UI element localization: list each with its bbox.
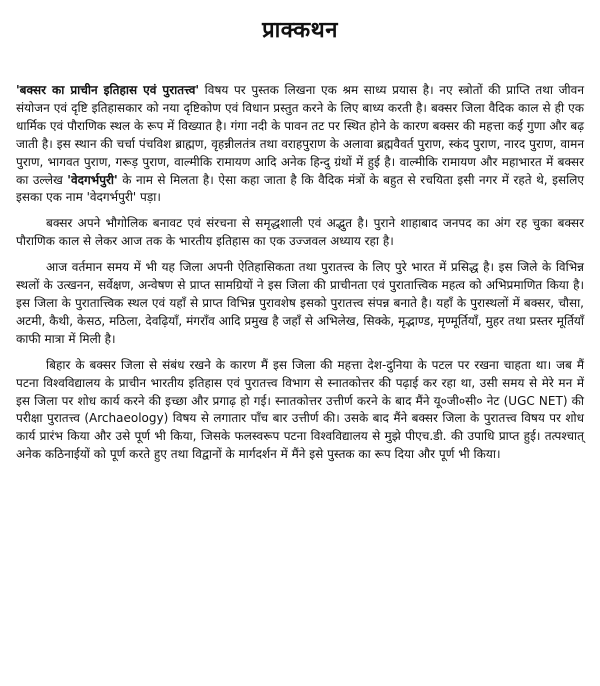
vedagarbhapuri-bold: 'वेदगर्भपुरी' <box>67 172 118 187</box>
book-title-bold: 'बक्सर का प्राचीन इतिहास एवं पुरातत्त्व' <box>16 83 200 97</box>
paragraph-2: बक्सर अपने भौगोलिक बनावट एवं संरचना से समृद्धशाली एवं अद्भुत है। पुराने शाहाबाद जनपद का अंग रह चुका बक्सर पौराणिक काल से लेकर आज तक के भारतीय इतिहास का एक उज्जवल अध्याय रहा है। <box>16 216 584 249</box>
page-title: प्राक्कथन <box>262 18 338 43</box>
paragraph-3: आज वर्तमान समय में भी यह जिला अपनी ऐतिहासिकता तथा पुरातत्त्व के लिए पुरे भारत में प्रसिद्ध है। इस जिले के विभिन्न स्थलों के उत्खनन, सर्वेक्षण, अन्वेषण से प्राप्त सामग्रियों ने इस जिला की प्राचीनता एवं पुरातात्त्विक महत्व को अभिप्रमाणित किया है। इस जिला के पुरातात्त्विक स्थल एवं यहाँ से प्राप्त विभिन्न पुरावशेष इसको पुरातत्त्व संपन्न बनाते है। यहाँ के पुरास्थलों में बक्सर, चौसा, अटमी, कैथी, केसठ, मठिला, देवढ़ियाँ, मंगराँव आदि प्रमुख है जहाँ से अभिलेख, सिक्के, मृद्भाण्ड, मृण्मूर्तियाँ, मुहर तथा प्रस्तर मूर्तियाँ काफी मात्रा में मिली है। <box>16 260 584 346</box>
paragraph-1-text-a: विषय पर पुस्तक लिखना एक श्रम साध्य प्रयास है। नए स्त्रोतों की प्राप्ति तथा जीवन संयोजन एवं दृष्टि इतिहासकार को नया दृष्टिकोण एवं विधान प्रस्तुत करने के लिए बाध्य करती है। बक्सर जिला वैदिक काल से ही एक धार्मिक एवं पौराणिक स्थल के रूप में विख्यात है। गंगा नदी के पावन तट पर स्थित होने के कारण बक्सर की महत्ता कई गुणा और बढ़ जाती है। इस स्थान की चर्चा पंचविश ब्राह्मण, वृहन्नीलतंत्र तथा वराहपुराण के अलावा ब्रह्मवैवर्त पुराण, स्कंद पुराण, नारद पुराण, वामन पुराण, भागवत पुराण, गरूड़ पुराण, वाल्मीकि रामायण आदि अनेक हिन्दु ग्रंथों में हुई है। वाल्मीकि रामायण और महाभारत में बक्सर का उल्लेख <box>16 83 584 187</box>
paragraph-4: बिहार के बक्सर जिला से संबंध रखने के कारण मैं इस जिला की महत्ता देश-दुनिया के पटल पर रखना चाहता था। जब मैं पटना विश्वविद्यालय के प्राचीन भारतीय इतिहास एवं पुरातत्त्व विभाग से स्नातकोत्तर की पढ़ाई कर रहा था, उसी समय से मेरे मन में इस जिला पर शोध कार्य करने की इच्छा और प्रगाढ़ हो गई। स्नातकोत्तर उत्तीर्ण करने के बाद मैंने यू०जी०सी० नेट (UGC NET) की परीक्षा पुरातत्त्व (Archaeology) विषय से लगातार पाँच बार उत्तीर्ण की। उसके बाद मैंने बक्सर जिला के पुरातत्त्व विषय पर शोध कार्य प्रारंभ किया और उसे पूर्ण भी किया, जिसके फलस्वरूप पटना विश्वविद्यालय से मुझे पीएच.डी. की उपाधि प्राप्त हुई। तत्पश्चात् अनेक कठिनाईयों को पूर्ण करते हुए तथा विद्वानों के मार्गदर्शन में मैंने इसे पुस्तक का रूप दिया और पूर्ण भी किया। <box>16 357 584 462</box>
paragraph-1-text-b: के नाम से मिलता है। ऐसा कहा जाता है कि वैदिक मंत्रों के बहुत से रचयिता इसी नगर में रहते थे, इसलिए इसका एक नाम 'वेदगर्भपुरी' पड़ा। <box>16 172 585 205</box>
paragraph-1 <box>16 82 584 207</box>
